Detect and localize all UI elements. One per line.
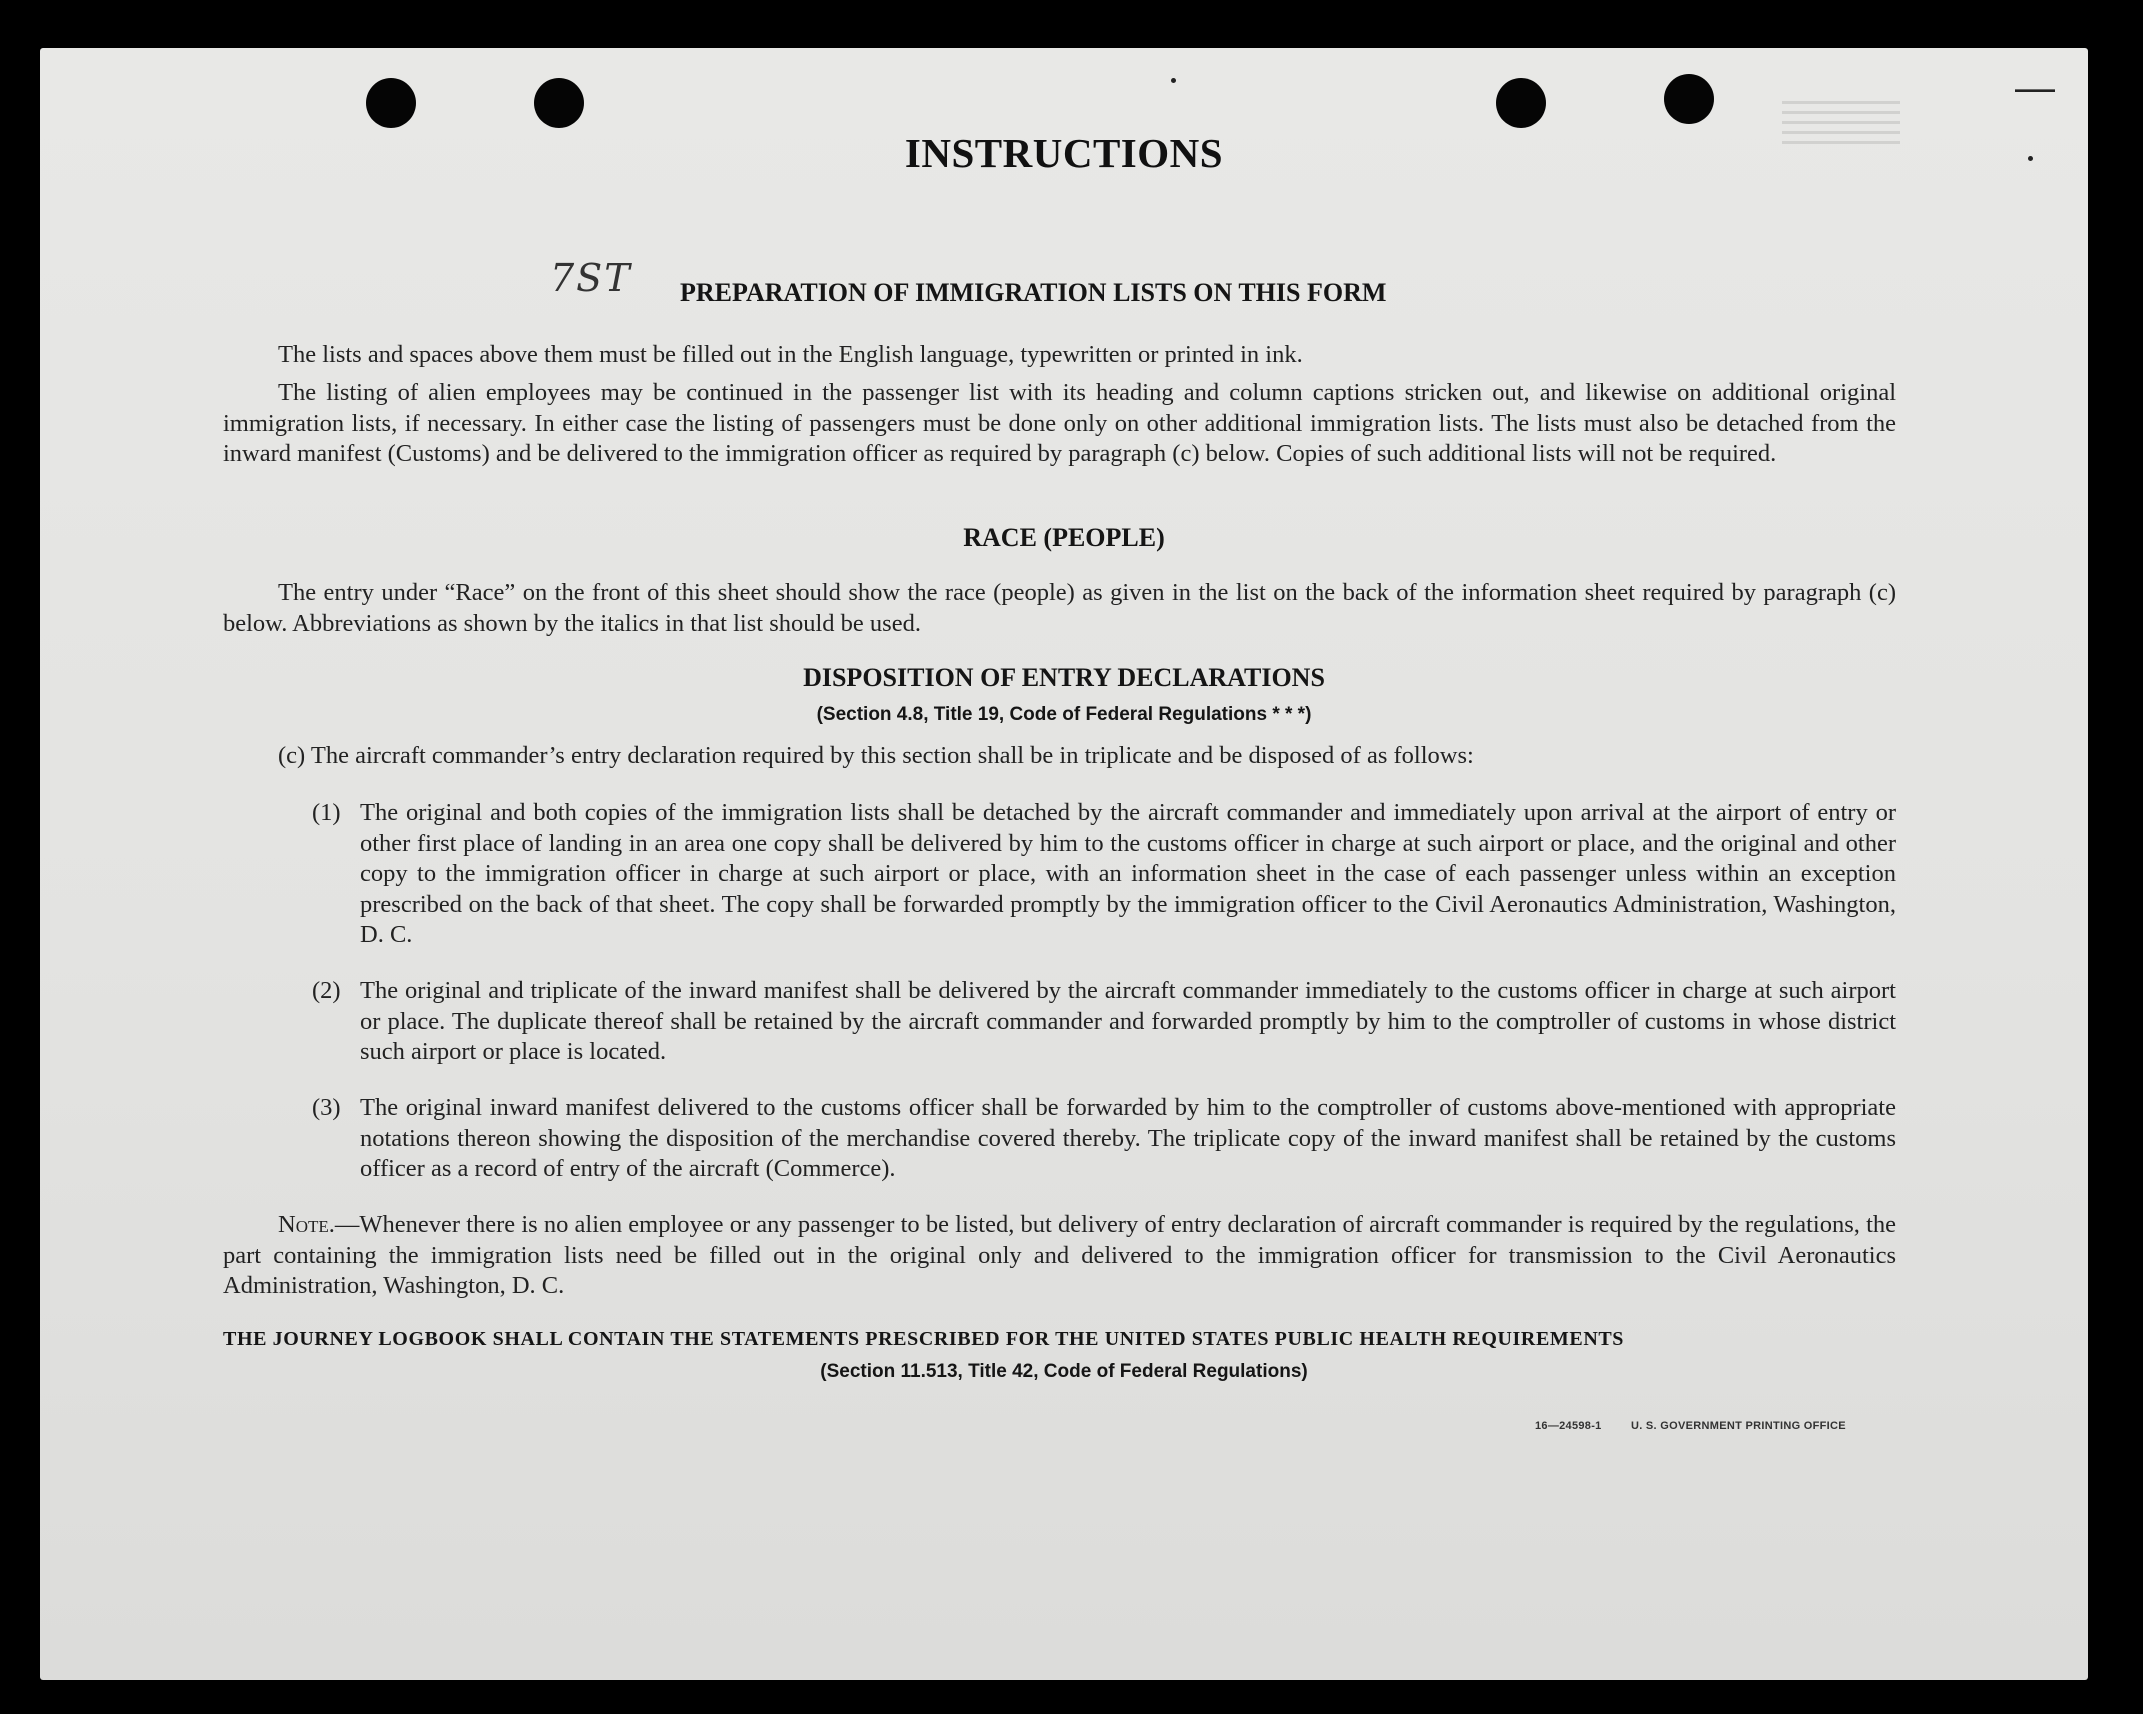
handwritten-annotation: 7ST	[550, 256, 632, 300]
note-text: —Whenever there is no alien employee or any passenger to be listed, but delivery of entry declaration of aircraft commander is required by the regulations, the part containing the immigration lists need be filled out in the original only and delivered to the immigration officer for transmission to the Civil Aeronautics Administration, Washington, D. C.	[223, 1211, 1896, 1299]
punch-hole	[1664, 74, 1714, 124]
document-sheet	[40, 48, 2088, 1680]
list-item	[312, 976, 1896, 1068]
paragraph-c-intro: (c) The aircraft commander’s entry declaration required by this section shall be in triplicate and be disposed of as follows:	[278, 742, 1474, 769]
speck	[1171, 78, 1176, 83]
journey-logbook-statement: THE JOURNEY LOGBOOK SHALL CONTAIN THE STATEMENTS PRESCRIBED FOR THE UNITED STATES PUBLIC HEALTH REQUIREMENTS	[223, 1328, 1625, 1350]
note-label: Note.	[278, 1211, 335, 1238]
corner-pen-mark: —	[2015, 66, 2055, 110]
journey-logbook-citation: (Section 11.513, Title 42, Code of Federal Regulations)	[820, 1361, 1308, 1382]
section-subheading-disposition: (Section 4.8, Title 19, Code of Federal Regulations * * *)	[816, 704, 1312, 725]
paragraph-race: The entry under “Race” on the front of this sheet should show the race (people) as given in the list on the back of the information sheet required by paragraph (c) below. Abbreviations as shown by the italics in that list should be used.	[223, 579, 1896, 637]
punch-hole	[534, 78, 584, 128]
printer-footer	[1535, 1420, 1846, 1432]
paragraph-text: The lists and spaces above them must be filled out in the English language, typewritten or printed in ink.	[278, 341, 1303, 368]
list-item-number: (3)	[312, 1094, 341, 1121]
list-item-text: The original inward manifest delivered to the customs officer shall be forwarded by him to the comptroller of customs above-mentioned with appropriate notations thereon showing the disposition of the merchandise covered thereby. The triplicate copy of the inward manifest shall be retained by the customs officer as a record of entry of the aircraft (Commerce).	[360, 1094, 1896, 1182]
note-paragraph	[223, 1210, 1896, 1302]
paragraph-english-language	[223, 340, 1896, 371]
list-item-text: The original and triplicate of the inward manifest shall be delivered by the aircraft commander immediately to the customs officer in charge at such airport or place. The duplicate thereof shall be retained by the aircraft commander and forwarded promptly by him to the comptroller of customs in whose district such airport or place is located.	[360, 977, 1896, 1065]
page-title: INSTRUCTIONS	[904, 130, 1224, 176]
punch-hole	[1496, 78, 1546, 128]
section-heading-disposition: DISPOSITION OF ENTRY DECLARATIONS	[803, 663, 1325, 692]
list-item-number: (2)	[312, 977, 341, 1004]
list-item-number: (1)	[312, 799, 341, 826]
list-item-text: The original and both copies of the immigration lists shall be detached by the aircraft commander and immediately upon arrival at the airport of entry or other first place of landing in an area one copy shall be delivered by him to the customs officer in charge at such airport or place, and the original and other copy to the immigration officer in charge at such airport or place, with an information sheet in the case of each passenger unless within an exception prescribed on the back of that sheet. The copy shall be forwarded promptly by the immigration officer to the Civil Aeronautics Administration, Washington, D. C.	[360, 799, 1896, 948]
list-item	[312, 798, 1896, 951]
section-heading-preparation: PREPARATION OF IMMIGRATION LISTS ON THIS FORM	[680, 278, 1387, 307]
form-code: 16—24598-1	[1535, 1420, 1602, 1432]
section-heading-race: RACE (PEOPLE)	[963, 523, 1165, 552]
punch-hole	[366, 78, 416, 128]
list-item	[312, 1093, 1896, 1185]
paragraph-alien-employees: The listing of alien employees may be continued in the passenger list with its heading and column captions stricken out, and likewise on additional original immigration lists, if necessary. In either case the listing of passengers must be done only on other additional immigration lists. The lists must also be detached from the inward manifest (Customs) and be delivered to the immigration officer as required by paragraph (c) below. Copies of such additional lists will not be required.	[223, 379, 1896, 467]
printing-office: U. S. GOVERNMENT PRINTING OFFICE	[1630, 1420, 1846, 1432]
